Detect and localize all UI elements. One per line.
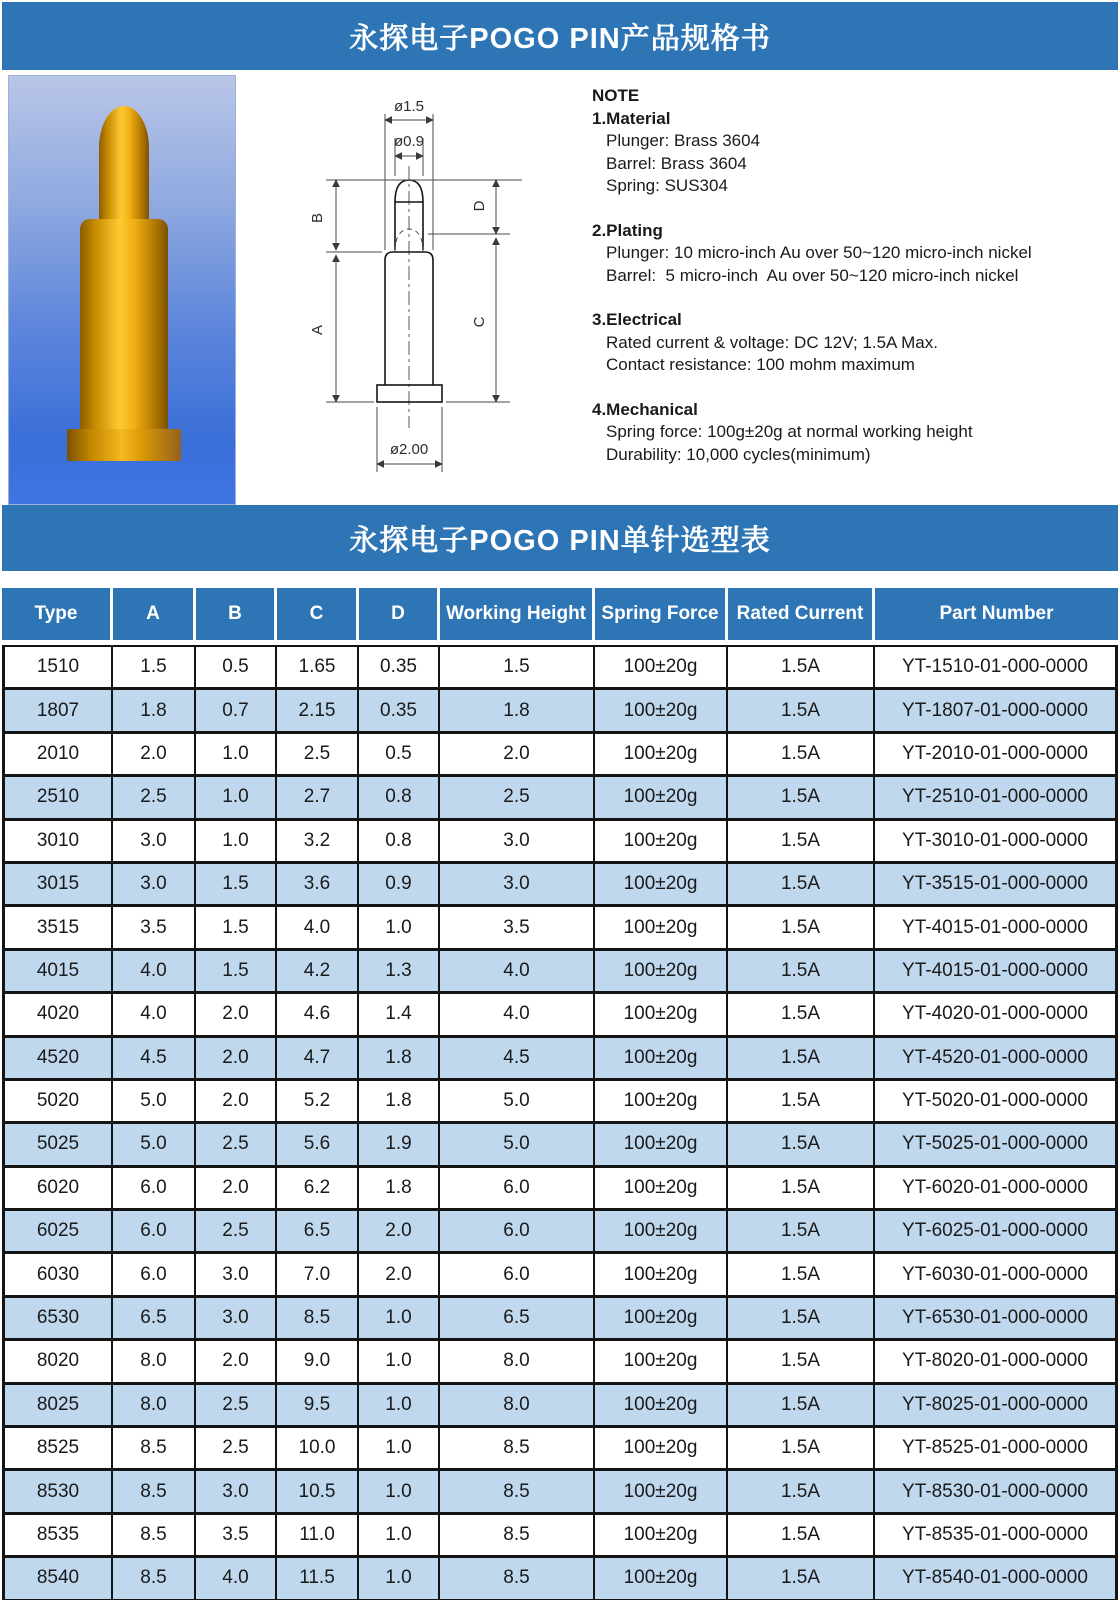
table-cell: 100±20g	[595, 951, 728, 994]
table-cell: 2.5	[196, 1385, 277, 1428]
column-header: Working Height	[440, 588, 595, 645]
table-cell: 2.0	[359, 1211, 440, 1254]
table-body	[2, 645, 1118, 1600]
table-cell: 100±20g	[595, 1298, 728, 1341]
table-row	[2, 1385, 1118, 1428]
selection-table-banner	[2, 505, 1118, 571]
table-cell: 1.5A	[728, 907, 875, 950]
table-cell: 5.0	[113, 1124, 196, 1167]
table-cell: 2.5	[113, 777, 196, 820]
column-header: Spring Force	[595, 588, 728, 645]
table-cell: 4.2	[277, 951, 359, 994]
table-cell: 1.5	[196, 864, 277, 907]
table-cell: 1.0	[196, 821, 277, 864]
column-header: C	[277, 588, 359, 645]
column-header: Type	[2, 588, 113, 645]
table-cell: YT-8020-01-000-0000	[875, 1341, 1118, 1384]
table-cell: 0.5	[359, 734, 440, 777]
table-cell: 100±20g	[595, 864, 728, 907]
table-cell: 100±20g	[595, 1428, 728, 1471]
pin-barrel-shape	[80, 219, 168, 431]
table-cell: 2510	[2, 777, 113, 820]
table-cell: 8.0	[440, 1341, 595, 1384]
table-cell: YT-6025-01-000-0000	[875, 1211, 1118, 1254]
table-row	[2, 1254, 1118, 1297]
table-cell: 1.0	[359, 1515, 440, 1558]
table-cell: 6020	[2, 1168, 113, 1211]
table-cell: 1.5	[113, 645, 196, 690]
table-row	[2, 1558, 1118, 1600]
table-cell: 6.0	[113, 1168, 196, 1211]
table-cell: 6.2	[277, 1168, 359, 1211]
table-cell: 3.0	[196, 1254, 277, 1297]
table-cell: 3.0	[440, 864, 595, 907]
table-cell: YT-8540-01-000-0000	[875, 1558, 1118, 1600]
table-cell: 2010	[2, 734, 113, 777]
table-cell: 100±20g	[595, 777, 728, 820]
table-row	[2, 907, 1118, 950]
table-cell: 3010	[2, 821, 113, 864]
table-row	[2, 734, 1118, 777]
note-section	[592, 399, 1117, 467]
table-cell: 1.0	[359, 1298, 440, 1341]
dim-label-dia-1-5: ø1.5	[393, 98, 425, 115]
table-row	[2, 864, 1118, 907]
table-cell: 3.5	[196, 1515, 277, 1558]
column-header: Part Number	[875, 588, 1118, 645]
table-cell: 8020	[2, 1341, 113, 1384]
table-cell: 6.5	[277, 1211, 359, 1254]
table-cell: YT-6030-01-000-0000	[875, 1254, 1118, 1297]
table-cell: 0.35	[359, 645, 440, 690]
table-cell: 6025	[2, 1211, 113, 1254]
table-cell: YT-3010-01-000-0000	[875, 821, 1118, 864]
table-cell: 1.5A	[728, 1515, 875, 1558]
pin-flange-shape	[67, 429, 181, 461]
table-cell: 8.5	[113, 1428, 196, 1471]
table-cell: 1510	[2, 645, 113, 690]
table-cell: 8.5	[113, 1558, 196, 1600]
table-cell: 3515	[2, 907, 113, 950]
dim-label-a: A	[309, 324, 326, 336]
table-cell: 4020	[2, 994, 113, 1037]
table-cell: YT-5025-01-000-0000	[875, 1124, 1118, 1167]
table-cell: 3.6	[277, 864, 359, 907]
table-cell: 1807	[2, 690, 113, 733]
table-cell: 1.0	[359, 1558, 440, 1600]
dim-label-dia-0-9: ø0.9	[393, 133, 425, 150]
table-cell: 6.5	[113, 1298, 196, 1341]
table-cell: YT-4015-01-000-0000	[875, 951, 1118, 994]
table-row	[2, 1428, 1118, 1471]
table-cell: 7.0	[277, 1254, 359, 1297]
table-cell: 8.5	[113, 1515, 196, 1558]
table-cell: 6030	[2, 1254, 113, 1297]
table-cell: 1.65	[277, 645, 359, 690]
column-header: Rated Current	[728, 588, 875, 645]
column-header: B	[196, 588, 277, 645]
table-cell: YT-3515-01-000-0000	[875, 864, 1118, 907]
table-cell: 5.6	[277, 1124, 359, 1167]
table-cell: 4.7	[277, 1038, 359, 1081]
table-row	[2, 821, 1118, 864]
table-cell: 2.0	[196, 1341, 277, 1384]
pin-selection-table	[2, 588, 1118, 1600]
table-cell: YT-1510-01-000-0000	[875, 645, 1118, 690]
table-cell: YT-5020-01-000-0000	[875, 1081, 1118, 1124]
note-sections	[592, 108, 1117, 467]
table-cell: 8530	[2, 1471, 113, 1514]
table-cell: 0.9	[359, 864, 440, 907]
table-cell: 100±20g	[595, 1038, 728, 1081]
table-cell: 6.0	[113, 1254, 196, 1297]
column-header: A	[113, 588, 196, 645]
table-cell: 8.5	[113, 1471, 196, 1514]
table-row	[2, 1471, 1118, 1514]
table-cell: 4.5	[113, 1038, 196, 1081]
table-cell: 1.5A	[728, 864, 875, 907]
table-cell: 1.8	[440, 690, 595, 733]
table-row	[2, 1515, 1118, 1558]
table-cell: 8.5	[440, 1471, 595, 1514]
table-row	[2, 645, 1118, 690]
table-row	[2, 1124, 1118, 1167]
table-row	[2, 1081, 1118, 1124]
note-section-title: 1.Material	[592, 108, 671, 128]
table-cell: 100±20g	[595, 1254, 728, 1297]
table-cell: 100±20g	[595, 1211, 728, 1254]
table-cell: 2.7	[277, 777, 359, 820]
table-cell: 2.0	[196, 1038, 277, 1081]
table-cell: 5.0	[440, 1124, 595, 1167]
table-cell: 2.0	[196, 1168, 277, 1211]
table-cell: 100±20g	[595, 1081, 728, 1124]
table-cell: 10.5	[277, 1471, 359, 1514]
note-section	[592, 108, 1117, 198]
selection-table-title: 永探电子POGO PIN单针选型表	[349, 524, 771, 557]
table-cell: YT-2010-01-000-0000	[875, 734, 1118, 777]
table-cell: 1.0	[359, 1471, 440, 1514]
note-line: Durability: 10,000 cycles(minimum)	[606, 444, 871, 464]
table-cell: YT-6020-01-000-0000	[875, 1168, 1118, 1211]
table-cell: 1.0	[359, 1341, 440, 1384]
note-section	[592, 220, 1117, 288]
table-cell: 2.5	[196, 1211, 277, 1254]
table-cell: YT-8025-01-000-0000	[875, 1385, 1118, 1428]
table-cell: 0.8	[359, 821, 440, 864]
note-line: Spring force: 100g±20g at normal working height	[606, 422, 973, 441]
table-cell: 3.2	[277, 821, 359, 864]
table-cell: 4.6	[277, 994, 359, 1037]
table-cell: 100±20g	[595, 1515, 728, 1558]
table-cell: 4015	[2, 951, 113, 994]
table-cell: YT-4020-01-000-0000	[875, 994, 1118, 1037]
table-cell: 1.5A	[728, 645, 875, 690]
table-cell: 3.0	[196, 1471, 277, 1514]
table-cell: 2.0	[359, 1254, 440, 1297]
table-cell: 100±20g	[595, 690, 728, 733]
table-cell: 1.5A	[728, 1471, 875, 1514]
table-cell: 100±20g	[595, 1471, 728, 1514]
table-cell: 100±20g	[595, 1558, 728, 1600]
dim-label-d: D	[471, 200, 488, 212]
table-cell: 1.5A	[728, 821, 875, 864]
table-cell: 1.3	[359, 951, 440, 994]
table-header-row	[2, 588, 1118, 645]
table-header	[2, 588, 1118, 645]
table-cell: 4520	[2, 1038, 113, 1081]
table-cell: 2.0	[440, 734, 595, 777]
table-cell: 100±20g	[595, 645, 728, 690]
note-line: Plunger: Brass 3604	[606, 131, 761, 150]
table-row	[2, 1211, 1118, 1254]
table-cell: 3.0	[196, 1298, 277, 1341]
table-cell: 1.5A	[728, 1558, 875, 1600]
table-cell: 100±20g	[595, 907, 728, 950]
column-header: D	[359, 588, 440, 645]
table-cell: 1.5A	[728, 1124, 875, 1167]
table-cell: 100±20g	[595, 734, 728, 777]
table-cell: 1.8	[359, 1081, 440, 1124]
table-cell: 5.2	[277, 1081, 359, 1124]
table-cell: 1.5A	[728, 690, 875, 733]
table-cell: 1.5A	[728, 1168, 875, 1211]
table-cell: 8.0	[113, 1385, 196, 1428]
dim-label-b: B	[309, 212, 326, 224]
table-cell: 6530	[2, 1298, 113, 1341]
table-cell: 2.5	[277, 734, 359, 777]
table-cell: 5020	[2, 1081, 113, 1124]
table-row	[2, 951, 1118, 994]
table-cell: 4.0	[113, 951, 196, 994]
table-cell: 1.5A	[728, 1298, 875, 1341]
table-cell: 5025	[2, 1124, 113, 1167]
note-section-title: 4.Mechanical	[592, 399, 698, 419]
table-cell: 0.5	[196, 645, 277, 690]
table-cell: 1.5A	[728, 1038, 875, 1081]
table-row	[2, 1168, 1118, 1211]
table-cell: 100±20g	[595, 994, 728, 1037]
note-line: Rated current & voltage: DC 12V; 1.5A Max.	[606, 332, 938, 352]
table-cell: YT-2510-01-000-0000	[875, 777, 1118, 820]
table-cell: YT-8535-01-000-0000	[875, 1515, 1118, 1558]
table-row	[2, 1038, 1118, 1081]
table-cell: 100±20g	[595, 1341, 728, 1384]
table-cell: 1.5	[440, 645, 595, 690]
table-cell: 6.0	[113, 1211, 196, 1254]
table-row	[2, 994, 1118, 1037]
table-cell: 2.0	[113, 734, 196, 777]
table-cell: 2.0	[196, 1081, 277, 1124]
note-line: Spring: SUS304	[606, 176, 728, 195]
table-cell: 100±20g	[595, 821, 728, 864]
table-cell: 1.4	[359, 994, 440, 1037]
table-row	[2, 777, 1118, 820]
note-line: Contact resistance: 100 mohm maximum	[606, 355, 915, 374]
note-line: Plunger: 10 micro-inch Au over 50~120 micro-inch nickel	[606, 243, 1032, 262]
pin-plunger-shape	[99, 106, 149, 228]
table-cell: 1.5A	[728, 1081, 875, 1124]
table-cell: 3.5	[440, 907, 595, 950]
table-row	[2, 1298, 1118, 1341]
table-cell: 6.0	[440, 1211, 595, 1254]
plunger-outline	[395, 180, 423, 250]
table-cell: 8.5	[440, 1558, 595, 1600]
note-section-title: 3.Electrical	[592, 310, 682, 329]
table-cell: 5.0	[440, 1081, 595, 1124]
table-cell: 2.0	[196, 994, 277, 1037]
table-cell: 100±20g	[595, 1385, 728, 1428]
table-cell: 6.0	[440, 1168, 595, 1211]
table-cell: 4.0	[440, 994, 595, 1037]
table-cell: 3.0	[113, 821, 196, 864]
table-cell: 4.0	[196, 1558, 277, 1600]
table-cell: 0.8	[359, 777, 440, 820]
table-cell: 8535	[2, 1515, 113, 1558]
table-cell: 0.7	[196, 690, 277, 733]
note-line: Barrel: 5 micro-inch Au over 50~120 micro-inch nickel	[606, 265, 1019, 285]
table-cell: 100±20g	[595, 1124, 728, 1167]
table-cell: 1.8	[359, 1038, 440, 1081]
table-cell: 6.0	[440, 1254, 595, 1297]
table-cell: 1.0	[359, 1428, 440, 1471]
table-cell: 1.5A	[728, 734, 875, 777]
table-cell: YT-4015-01-000-0000	[875, 907, 1118, 950]
table-cell: 1.5	[196, 907, 277, 950]
note-line: Barrel: Brass 3604	[606, 153, 747, 173]
table-cell: 0.35	[359, 690, 440, 733]
table-row	[2, 1341, 1118, 1384]
table-cell: 3.0	[440, 821, 595, 864]
table-cell: 2.5	[196, 1428, 277, 1471]
document-title: 永探电子POGO PIN产品规格书	[349, 22, 771, 55]
table-cell: 9.0	[277, 1341, 359, 1384]
table-cell: 8.0	[440, 1385, 595, 1428]
table-cell: 1.0	[359, 1385, 440, 1428]
table-cell: 1.5A	[728, 1254, 875, 1297]
table-cell: 11.5	[277, 1558, 359, 1600]
pogo-pin-3d-render	[8, 75, 236, 505]
table-cell: YT-4520-01-000-0000	[875, 1038, 1118, 1081]
table-cell: 1.0	[359, 907, 440, 950]
table-cell: 8.5	[440, 1515, 595, 1558]
technical-drawing	[278, 80, 568, 500]
note-section-title: 2.Plating	[592, 220, 663, 240]
table-cell: 1.0	[196, 734, 277, 777]
table-cell: 8.5	[277, 1298, 359, 1341]
table-cell: 9.5	[277, 1385, 359, 1428]
table-cell: 1.5A	[728, 1211, 875, 1254]
table-row	[2, 690, 1118, 733]
table-cell: 8525	[2, 1428, 113, 1471]
table-cell: 4.0	[277, 907, 359, 950]
table-cell: 1.8	[113, 690, 196, 733]
table-cell: 6.5	[440, 1298, 595, 1341]
table-cell: YT-1807-01-000-0000	[875, 690, 1118, 733]
table-cell: 8.5	[440, 1428, 595, 1471]
table-cell: 2.15	[277, 690, 359, 733]
table-cell: 1.5A	[728, 1428, 875, 1471]
table-cell: 8540	[2, 1558, 113, 1600]
table-cell: 1.5A	[728, 1341, 875, 1384]
table-cell: 2.5	[440, 777, 595, 820]
table-cell: 4.0	[113, 994, 196, 1037]
table-cell: 1.8	[359, 1168, 440, 1211]
note-section	[592, 309, 1117, 377]
table-cell: 4.5	[440, 1038, 595, 1081]
table-cell: YT-6530-01-000-0000	[875, 1298, 1118, 1341]
table-cell: 1.0	[196, 777, 277, 820]
dim-label-dia-2-00: ø2.00	[389, 441, 429, 458]
table-cell: 3015	[2, 864, 113, 907]
note-heading: NOTE	[592, 86, 640, 105]
table-cell: 2.5	[196, 1124, 277, 1167]
note-block	[592, 85, 1117, 466]
table-cell: 3.5	[113, 907, 196, 950]
table-cell: 1.9	[359, 1124, 440, 1167]
table-cell: 1.5A	[728, 777, 875, 820]
table-cell: 10.0	[277, 1428, 359, 1471]
document-title-banner	[2, 2, 1118, 70]
dim-label-c: C	[471, 316, 488, 328]
table-cell: YT-8525-01-000-0000	[875, 1428, 1118, 1471]
table-cell: 3.0	[113, 864, 196, 907]
table-cell: 1.5A	[728, 994, 875, 1037]
table-cell: YT-8530-01-000-0000	[875, 1471, 1118, 1514]
table-cell: 1.5A	[728, 951, 875, 994]
table-cell: 11.0	[277, 1515, 359, 1558]
table-cell: 8.0	[113, 1341, 196, 1384]
table-cell: 8025	[2, 1385, 113, 1428]
table-cell: 1.5	[196, 951, 277, 994]
table-cell: 100±20g	[595, 1168, 728, 1211]
table-cell: 5.0	[113, 1081, 196, 1124]
table-cell: 1.5A	[728, 1385, 875, 1428]
table-cell: 4.0	[440, 951, 595, 994]
